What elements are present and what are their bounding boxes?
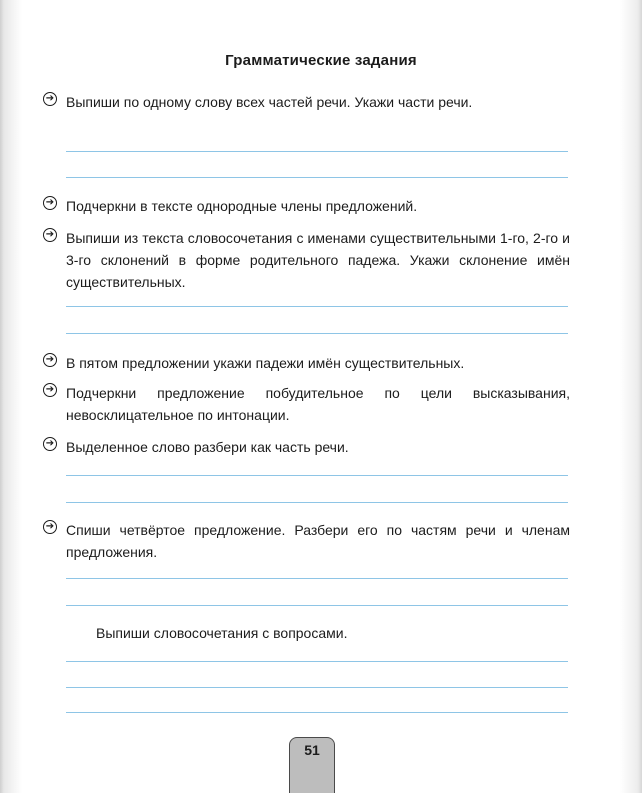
answer-line[interactable] bbox=[66, 306, 568, 307]
task-3-text: Выпиши из текста словосочетания с именами существительными 1-го, 2-го и 3-го склонений в форме родительного падежа. Укажи склонение имён существительных. bbox=[66, 230, 570, 290]
page-title: Грамматические задания bbox=[225, 52, 417, 69]
arrow-bullet-icon: ➔ bbox=[43, 437, 57, 451]
answer-line[interactable] bbox=[66, 578, 568, 579]
answer-line[interactable] bbox=[66, 475, 568, 476]
task-5-text: Подчеркни предложение побудительное по цели высказывания, невосклицательное по интонации. bbox=[66, 385, 570, 423]
answer-line[interactable] bbox=[66, 151, 568, 152]
page-edge-left bbox=[0, 0, 22, 793]
answer-line[interactable] bbox=[66, 661, 568, 662]
task-7-text: Спиши четвёртое предложение. Разбери его по частям речи и членам предложения. bbox=[66, 522, 570, 560]
task-2-text: Подчеркни в тексте однородные члены предложений. bbox=[66, 198, 418, 214]
answer-line[interactable] bbox=[66, 605, 568, 606]
arrow-bullet-icon: ➔ bbox=[43, 92, 57, 106]
arrow-bullet-icon: ➔ bbox=[43, 353, 57, 367]
answer-line[interactable] bbox=[66, 712, 568, 713]
task-4 bbox=[45, 352, 570, 374]
task-6 bbox=[45, 436, 570, 458]
page-number-tab bbox=[289, 737, 335, 793]
task-3 bbox=[45, 227, 570, 293]
page-number: 51 bbox=[304, 742, 320, 758]
arrow-bullet-icon: ➔ bbox=[43, 520, 57, 534]
task-1-text: Выпиши по одному слову всех частей речи. Укажи части речи. bbox=[66, 94, 473, 110]
task-4-text: В пятом предложении укажи падежи имён существительных. bbox=[66, 355, 465, 371]
arrow-bullet-icon: ➔ bbox=[43, 228, 57, 242]
task-2 bbox=[45, 195, 570, 217]
answer-line[interactable] bbox=[66, 333, 568, 334]
extra-task-text: Выпиши словосочетания с вопросами. bbox=[96, 625, 348, 641]
answer-line[interactable] bbox=[66, 177, 568, 178]
answer-line[interactable] bbox=[66, 502, 568, 503]
task-6-text: Выделенное слово разбери как часть речи. bbox=[66, 439, 349, 455]
page-edge-right bbox=[620, 0, 642, 793]
task-1 bbox=[45, 91, 570, 113]
answer-line[interactable] bbox=[66, 687, 568, 688]
arrow-bullet-icon: ➔ bbox=[43, 383, 57, 397]
arrow-bullet-icon: ➔ bbox=[43, 196, 57, 210]
task-5 bbox=[45, 382, 570, 426]
task-7 bbox=[45, 519, 570, 563]
